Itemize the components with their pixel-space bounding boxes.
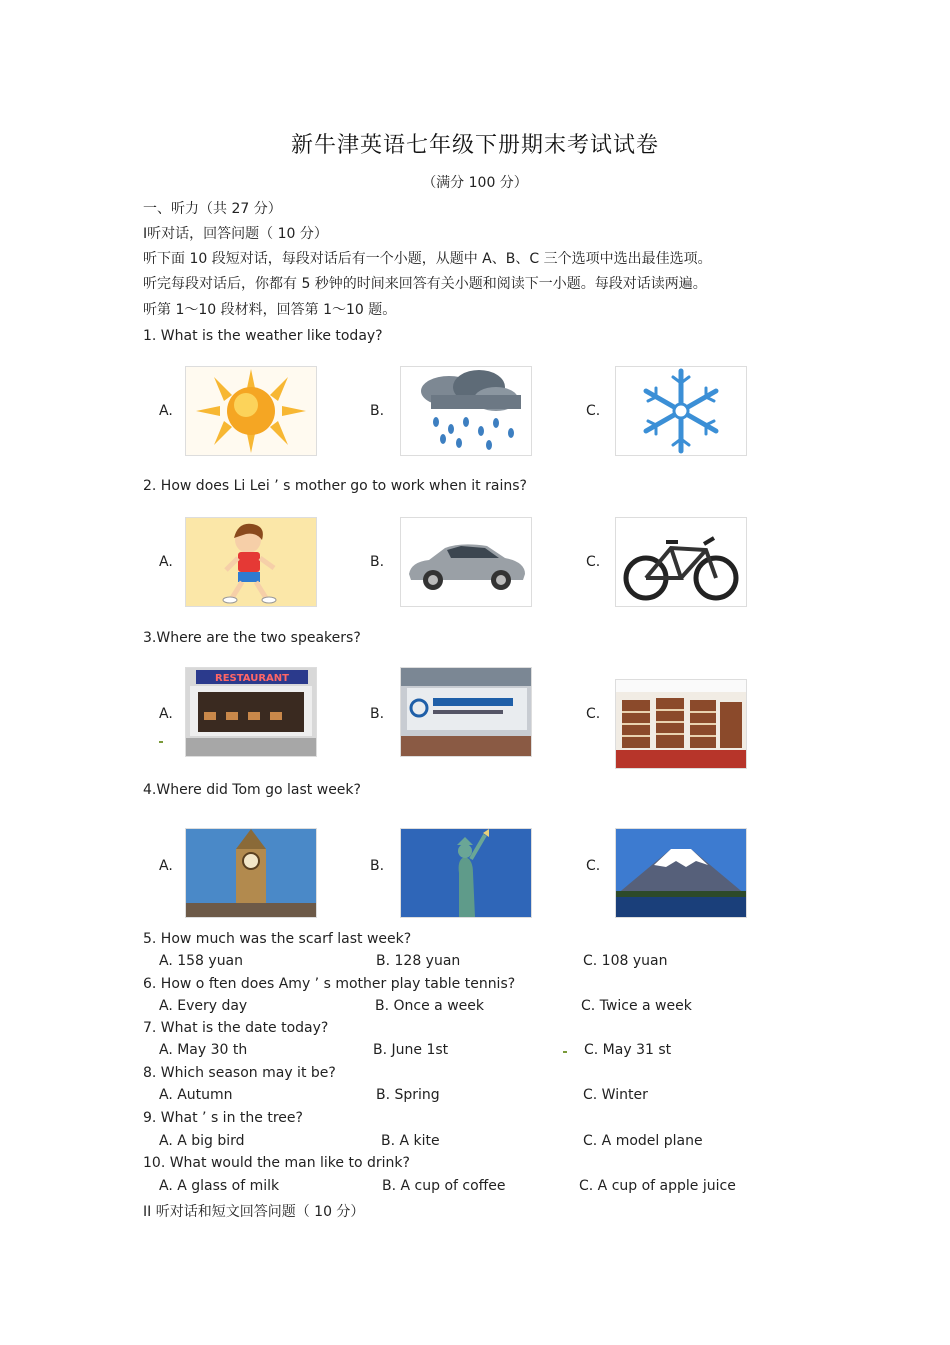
snowflake-image xyxy=(615,366,747,456)
option-label-b: B. xyxy=(370,554,385,570)
car-image xyxy=(400,517,532,607)
stray-mark xyxy=(563,1051,567,1053)
svg-text:RESTAURANT: RESTAURANT xyxy=(215,673,289,684)
option-b: B. A kite xyxy=(381,1133,440,1149)
question-7: 7. What is the date today? xyxy=(143,1020,329,1036)
sun-image xyxy=(185,366,317,456)
option-c: C. 108 yuan xyxy=(583,953,668,969)
option-a: A. Every day xyxy=(159,998,248,1014)
option-label-c: C. xyxy=(586,706,601,722)
option-label-b: B. xyxy=(370,706,385,722)
option-label-a: A. xyxy=(159,858,173,874)
full-score-note: （满分 100 分） xyxy=(422,175,528,191)
option-label-a: A. xyxy=(159,554,173,570)
option-a: A. Autumn xyxy=(159,1087,233,1103)
question-9: 9. What ’ s in the tree? xyxy=(143,1110,303,1126)
option-b: B. Spring xyxy=(376,1087,440,1103)
question-10: 10. What would the man like to drink? xyxy=(143,1155,410,1171)
question-1: 1. What is the weather like today? xyxy=(143,328,383,344)
question-2: 2. How does Li Lei ’ s mother go to work when it rains? xyxy=(143,478,527,494)
option-b: B. A cup of coffee xyxy=(382,1178,506,1194)
instruction-line-3: 听第 1～10 段材料，回答第 1～10 题。 xyxy=(143,302,397,318)
restaurant-image xyxy=(185,667,317,757)
option-b: B. 128 yuan xyxy=(376,953,461,969)
part2-heading: II 听对话和短文回答问题（ 10 分） xyxy=(143,1204,365,1220)
option-b: B. June 1st xyxy=(373,1042,449,1058)
question-3: 3.Where are the two speakers? xyxy=(143,630,361,646)
option-label-b: B. xyxy=(370,403,385,419)
instruction-line-1: 听下面 10 段短对话，每段对话后有一个小题，从题中 A、B、C 三个选项中选出最佳选项。 xyxy=(143,251,712,267)
option-c: C. A model plane xyxy=(583,1133,703,1149)
option-label-b: B. xyxy=(370,858,385,874)
part1-heading: Ⅰ听对话，回答问题（ 10 分） xyxy=(143,226,328,242)
option-a: A. A glass of milk xyxy=(159,1178,280,1194)
big-ben-image xyxy=(185,828,317,918)
section-listening-heading: 一、听力（共 27 分） xyxy=(143,201,282,217)
option-a: A. 158 yuan xyxy=(159,953,244,969)
question-4: 4.Where did Tom go last week? xyxy=(143,782,361,798)
library-image xyxy=(615,679,747,769)
bank-image xyxy=(400,667,532,757)
stray-mark xyxy=(159,741,163,743)
option-label-a: A. xyxy=(159,403,173,419)
option-c: C. May 31 st xyxy=(584,1042,672,1058)
option-a: A. May 30 th xyxy=(159,1042,248,1058)
option-c: C. Winter xyxy=(583,1087,648,1103)
mount-fuji-image xyxy=(615,828,747,918)
option-a: A. A big bird xyxy=(159,1133,245,1149)
option-c: C. Twice a week xyxy=(581,998,692,1014)
option-label-c: C. xyxy=(586,554,601,570)
question-6: 6. How o ften does Amy ’ s mother play table tennis? xyxy=(143,976,516,992)
option-b: B. Once a week xyxy=(375,998,484,1014)
option-c: C. A cup of apple juice xyxy=(579,1178,736,1194)
option-label-a: A. xyxy=(159,706,173,722)
rain-cloud-image xyxy=(400,366,532,456)
bicycle-image xyxy=(615,517,747,607)
question-8: 8. Which season may it be? xyxy=(143,1065,336,1081)
question-5: 5. How much was the scarf last week? xyxy=(143,931,412,947)
page-title: 新牛津英语七年级下册期末考试试卷 xyxy=(290,133,659,158)
statue-of-liberty-image xyxy=(400,828,532,918)
instruction-line-2: 听完每段对话后，你都有 5 秒钟的时间来回答有关小题和阅读下一小题。每段对话读两遍。 xyxy=(143,276,707,292)
option-label-c: C. xyxy=(586,858,601,874)
walking-boy-image xyxy=(185,517,317,607)
option-label-c: C. xyxy=(586,403,601,419)
